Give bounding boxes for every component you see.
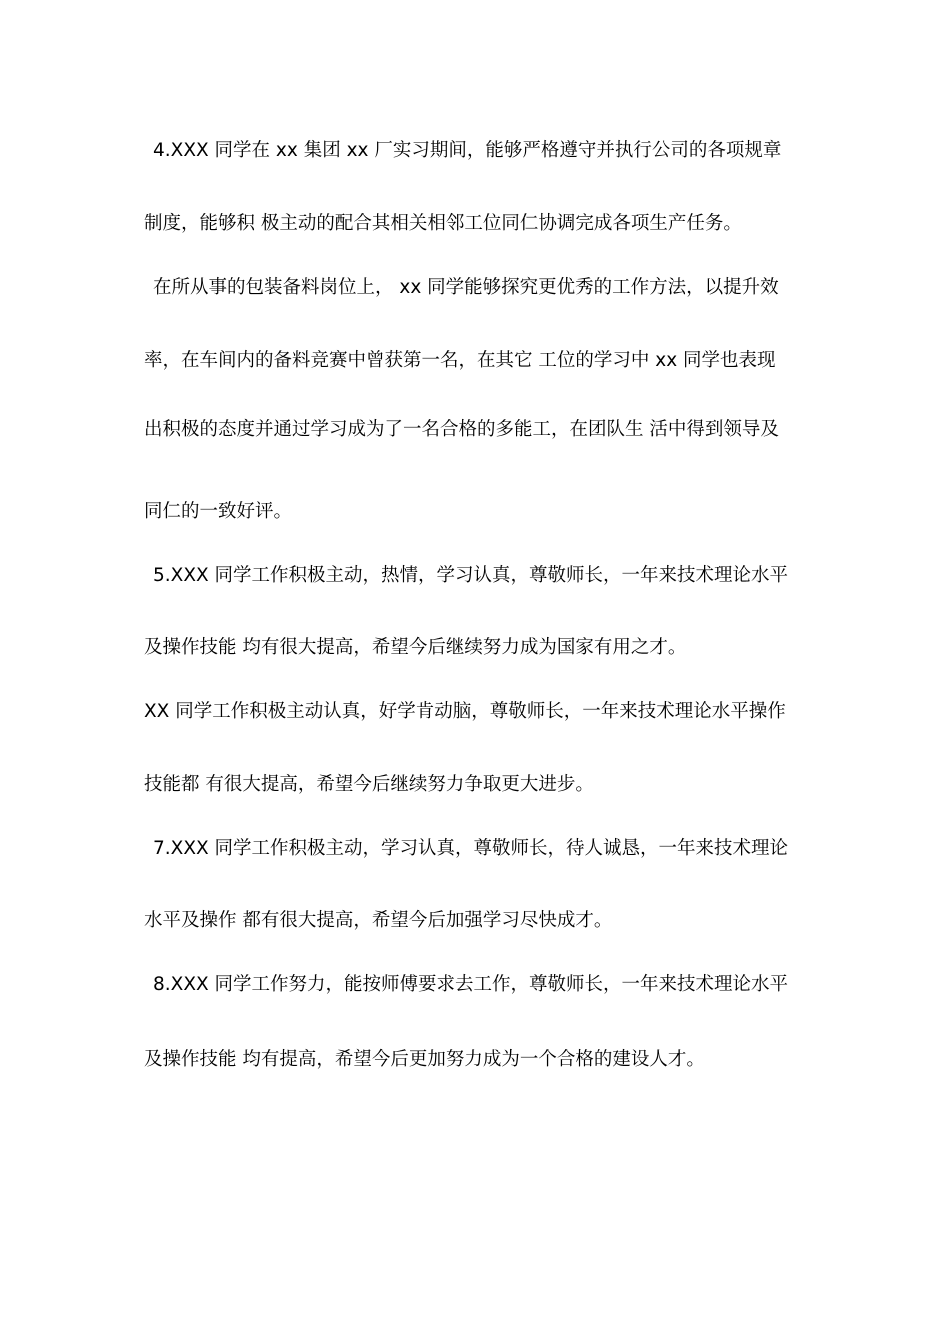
text-line: XX 同学工作积极主动认真，好学肯动脑，尊敬师长，一年来技术理论水平操作: [144, 701, 786, 722]
text-line: 4.XXX 同学在 xx 集团 xx 厂实习期间，能够严格遵守并执行公司的各项规章: [153, 140, 782, 161]
text-line: 制度，能够积 极主动的配合其相关相邻工位同仁协调完成各项生产任务。: [144, 213, 742, 234]
text-line: 及操作技能 均有很大提高，希望今后继续努力成为国家有用之才。: [144, 637, 687, 658]
text-line: 水平及操作 都有很大提高，希望今后加强学习尽快成才。: [144, 910, 613, 931]
text-line: 及操作技能 均有提高，希望今后更加努力成为一个合格的建设人才。: [144, 1049, 705, 1070]
text-line: 5.XXX 同学工作积极主动，热情，学习认真，尊敬师长，一年来技术理论水平: [153, 565, 789, 586]
text-line: 技能都 有很大提高，希望今后继续努力争取更大进步。: [144, 774, 594, 795]
text-line: 在所从事的包装备料岗位上， xx 同学能够探究更优秀的工作方法，以提升效: [153, 277, 779, 298]
text-line: 率，在车间内的备料竞赛中曾获第一名，在其它 工位的学习中 xx 同学也表现: [144, 350, 776, 371]
text-line: 8.XXX 同学工作努力，能按师傅要求去工作，尊敬师长，一年来技术理论水平: [153, 974, 789, 995]
text-line: 7.XXX 同学工作积极主动，学习认真，尊敬师长，待人诚恳，一年来技术理论: [153, 838, 789, 859]
text-line: 出积极的态度并通过学习成为了一名合格的多能工，在团队生 活中得到领导及: [144, 419, 779, 440]
text-line: 同仁的一致好评。: [144, 501, 293, 522]
